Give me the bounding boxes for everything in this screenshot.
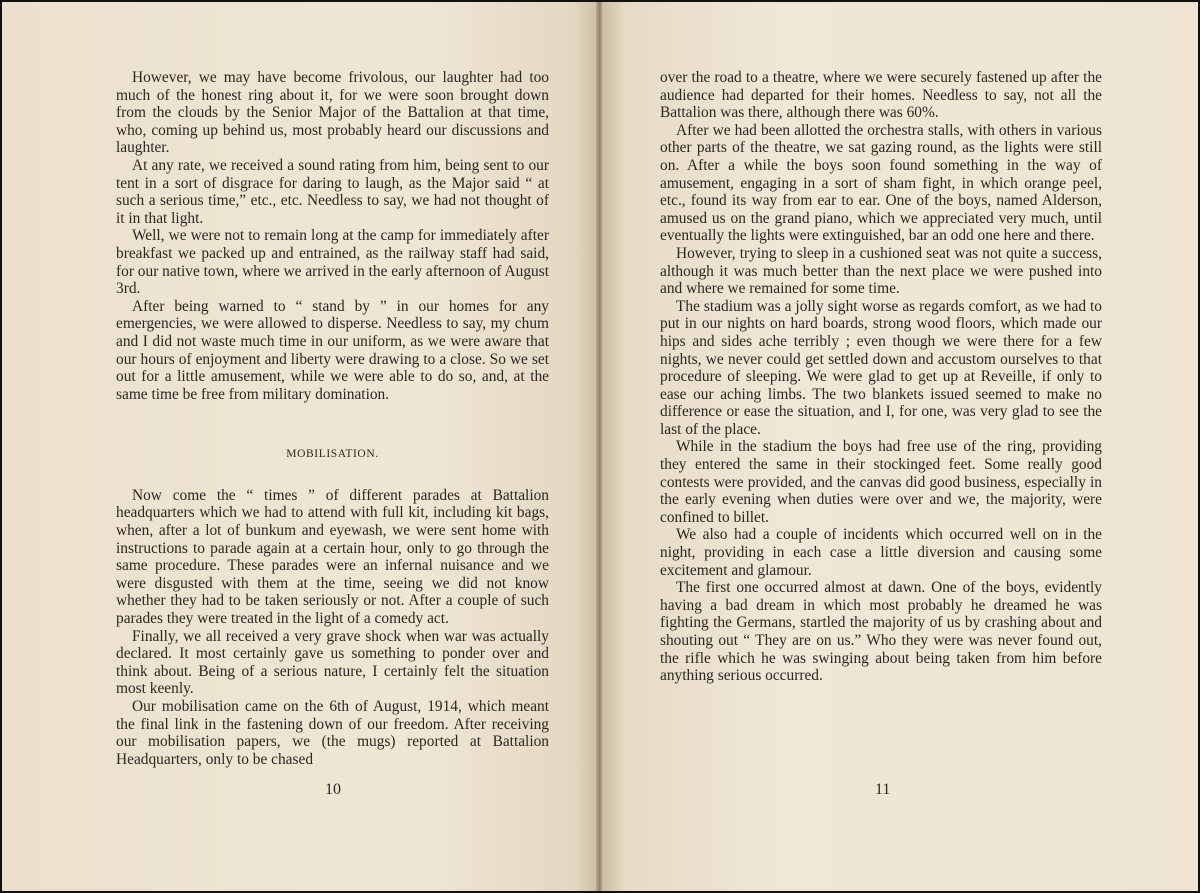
section-heading: MOBILISATION. [286, 448, 379, 461]
left-page [2, 2, 598, 891]
paragraph: However, we may have become frivolous, our laughter had too much of the honest ring about it, for we were soon brought down from the clouds by the Senior Major of the Battalion at that time, who, coming up behind us, most probably heard our discussions and laughter. [116, 69, 549, 157]
paragraph: Our mobilisation came on the 6th of August, 1914, which meant the final link in the fastening down of our freedom. After receiving our mobilisation papers, we (the mugs) reported at Battalion Headquarters, only to be chased [116, 698, 549, 768]
paragraph: over the road to a theatre, where we were securely fastened up after the audience had departed for their homes. Needless to say, not all the Battalion was there, although there was 60%. [660, 69, 1102, 122]
paragraph: We also had a couple of incidents which occurred well on in the night, providing in each case a little diversion and causing some excitement and glamour. [660, 526, 1102, 579]
left-page-text [116, 69, 549, 768]
paragraph: After we had been allotted the orchestra stalls, with others in various other parts of the theatre, we sat gazing round, as the lights were still on. After a while the boys soon found something in the way of amusement, engaging in a sort of sham fight, in which orange peel, etc., found its way from ear to ear. One of the boys, named Alderson, amused us on the grand piano, which we appreciated very much, until eventually the lights were extinguished, bar an odd one here and there. [660, 121, 1102, 245]
paragraph: However, trying to sleep in a cushioned seat was not quite a success, although it was much better than the next place we were pushed into and where we remained for some time. [660, 244, 1102, 298]
paragraph: The stadium was a jolly sight worse as regards comfort, as we had to put in our nights on hard boards, strong wood floors, which made our hips and sides ache terribly ; even though we were there for a few nights, we never could get settled down and accustom ourselves to that procedure of sleeping. We were glad to get up at Reveille, if only to ease our aching limbs. The two blankets issued seemed to make no difference or ease the situation, and I, for one, was very glad to see the last of the place. [660, 297, 1102, 438]
paragraph: Finally, we all received a very grave shock when war was actually declared. It most certainly gave us something to ponder over and think about. Being of a serious nature, I certainly felt the situation most keenly. [116, 627, 549, 698]
page-number: 10 [325, 781, 341, 798]
paragraph: After being warned to “ stand by ” in our homes for any emergencies, we were allowed to disperse. Needless to say, my chum and I did not waste much time in our uniform, as we were aware that our hours of enjoyment and liberty were drawing to a close. So we set out for a little amusement, while we were able to do so, and, at the same time be free from military domination. [116, 297, 549, 403]
paragraph: Now come the “ times ” of different parades at Battalion headquarters which we had to attend with full kit, including kit bags, when, after a lot of bunkum and eyewash, we were sent home with instructions to parade again at a certain hour, only to go through the same procedure. These parades were an infernal nuisance and we were disgusted with them at the time, seeing we did not know whether they had to be taken seriously or not. After a couple of such parades they were treated in the light of a comedy act. [116, 486, 549, 628]
paragraph: At any rate, we received a sound rating from him, being sent to our tent in a sort of disgrace for daring to laugh, as the Major said “ at such a serious time,” etc., etc. Needless to say, we had not thought of it in that light. [116, 156, 549, 227]
paragraph: The first one occurred almost at dawn. One of the boys, evidently having a bad dream in which most probably he dreamed he was fighting the Germans, startled the majority of us by crashing about and shouting out “ They are on us.” Who they were was never found out, the rifle which he was swinging about being taken from him before anything serious occurred. [660, 579, 1102, 685]
right-page-text [660, 69, 1102, 685]
paragraph: Well, we were not to remain long at the camp for immediately after breakfast we packed up and entrained, as the railway staff had said, for our native town, where we arrived in the early afternoon of August 3rd. [116, 227, 549, 298]
page-number: 11 [875, 781, 891, 798]
paragraph: While in the stadium the boys had free use of the ring, providing they entered the same in their stockinged feet. Some really good contests were provided, and the canvas did good business, especially in the early evening when duties were over and we, the majority, were confined to billet. [660, 438, 1102, 526]
right-page [602, 2, 1198, 891]
